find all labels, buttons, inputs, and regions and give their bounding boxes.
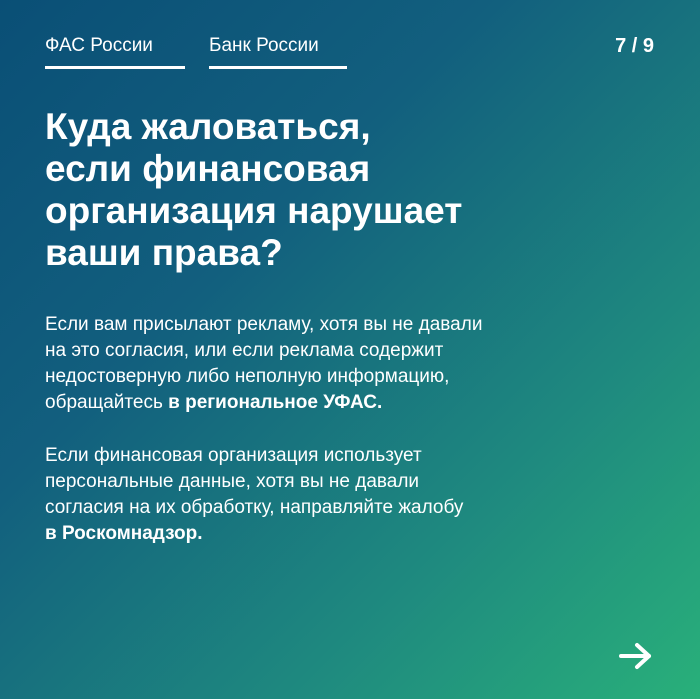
- ufas-highlight: в региональное УФАС.: [168, 392, 383, 413]
- paragraph-1-line-1: Если вам присылают рекламу, хотя вы не давали: [45, 314, 483, 335]
- page-title: [45, 106, 605, 274]
- roskomnadzor-highlight: в Роскомнадзор.: [45, 523, 203, 544]
- paragraph-2-line-2: персональные данные, хотя вы не давали: [45, 471, 420, 492]
- next-slide-button[interactable]: [618, 641, 654, 671]
- paragraph-1-line-3: недостоверную либо неполную информацию,: [45, 366, 450, 387]
- paragraph-2-line-1: Если финансовая организация использует: [45, 445, 422, 466]
- paragraph-advertising: [45, 312, 645, 416]
- title-line-4: ваши права?: [45, 232, 283, 273]
- tab-fas-russia[interactable]: ФАС России: [45, 34, 185, 69]
- paragraph-2-line-3: согласия на их обработку, направляйте жалобу: [45, 497, 464, 518]
- content-body: [45, 312, 645, 574]
- arrow-right-icon: [618, 641, 654, 671]
- paragraph-1-line-4: [45, 390, 645, 416]
- paragraph-personal-data: [45, 443, 645, 547]
- title-line-1: Куда жаловаться,: [45, 106, 371, 147]
- tab-bank-russia[interactable]: Банк России: [209, 34, 347, 69]
- page-counter: 7 / 9: [615, 35, 654, 57]
- paragraph-1-line-4-text: обращайтесь: [45, 392, 169, 413]
- title-line-3: организация нарушает: [45, 190, 463, 231]
- title-line-2: если финансовая: [45, 148, 371, 189]
- paragraph-1-line-2: на это согласия, или если реклама содержит: [45, 340, 444, 361]
- source-tabs: [45, 34, 347, 69]
